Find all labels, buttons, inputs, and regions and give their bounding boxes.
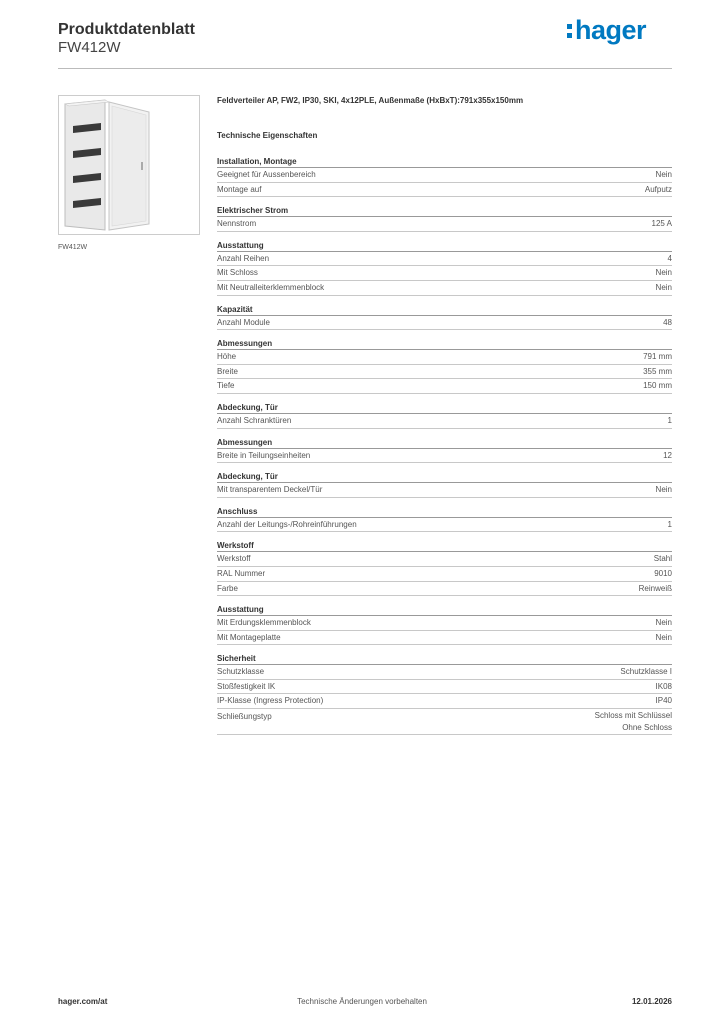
image-caption: FW412W (58, 244, 88, 251)
spec-section (217, 437, 672, 464)
spec-section (217, 240, 672, 296)
spec-row (217, 616, 672, 631)
section-title: Abmessungen (217, 437, 672, 449)
spec-row (217, 365, 672, 380)
spec-value: IK08 (655, 681, 672, 691)
product-image (58, 95, 200, 235)
spec-value: 1 (667, 415, 672, 425)
spec-value: 355 mm (643, 366, 672, 376)
spec-section (217, 402, 672, 429)
section-title: Anschluss (217, 506, 672, 518)
spec-label: Mit Erdungsklemmenblock (217, 618, 311, 628)
spec-label: Nennstrom (217, 219, 257, 229)
spec-section (217, 604, 672, 645)
spec-row (217, 582, 672, 597)
section-title: Abmessungen (217, 338, 672, 350)
spec-value: Nein (655, 632, 672, 642)
section-title: Sicherheit (217, 653, 672, 665)
spec-row (217, 183, 672, 198)
spec-label: Farbe (217, 583, 238, 593)
spec-value (595, 710, 672, 734)
brand-name: hager (575, 15, 647, 45)
section-title: Ausstattung (217, 240, 672, 252)
footer-date: 12.01.2026 (631, 997, 672, 1006)
spec-row (217, 266, 672, 281)
spec-value: 150 mm (643, 381, 672, 391)
spec-value: 1 (667, 519, 672, 529)
section-title: Elektrischer Strom (217, 205, 672, 217)
spec-section (217, 338, 672, 394)
spec-label: Breite (217, 366, 238, 376)
spec-value: Nein (655, 485, 672, 495)
spec-row (217, 281, 672, 296)
brand-logo (567, 15, 646, 46)
spec-row (217, 217, 672, 232)
spec-row (217, 665, 672, 680)
spec-label: Mit Montageplatte (217, 632, 281, 642)
page-title: Produktdatenblatt (58, 21, 195, 38)
spec-label: Schließungstyp (217, 712, 272, 722)
spec-section (217, 304, 672, 331)
spec-value: IP40 (655, 696, 672, 706)
spec-value: Schutzklasse I (620, 667, 672, 677)
spec-label: RAL Nummer (217, 568, 266, 578)
header-divider (58, 68, 672, 69)
section-title: Abdeckung, Tür (217, 402, 672, 414)
distribution-cabinet-icon (59, 96, 199, 234)
spec-value: Nein (655, 282, 672, 292)
spec-value: Aufputz (644, 184, 672, 194)
spec-label: Geeignet für Aussenbereich (217, 170, 316, 179)
footer-website[interactable]: hager.com/at (58, 997, 108, 1006)
spec-label: Anzahl Module (217, 317, 270, 327)
spec-value: Stahl (653, 554, 672, 564)
spec-row (217, 567, 672, 582)
spec-value: 9010 (654, 568, 672, 578)
section-title: Abdeckung, Tür (217, 471, 672, 483)
spec-label: Schutzklasse (217, 667, 265, 677)
spec-value: Nein (655, 618, 672, 628)
tech-heading: Technische Eigenschaften (217, 131, 318, 140)
product-description: Feldverteiler AP, FW2, IP30, SKI, 4x12PLE, Außenmaße (HxBxT):791x355x150mm (217, 96, 524, 105)
spec-label: Montage auf (217, 184, 262, 194)
section-title: Installation, Montage (217, 156, 672, 168)
spec-value: Reinweiß (638, 583, 672, 593)
spec-value-line: Schloss mit Schlüssel (594, 711, 672, 721)
spec-row (217, 414, 672, 429)
spec-section (217, 540, 672, 596)
spec-row (217, 379, 672, 394)
spec-label: Stoßfestigkeit IK (217, 681, 276, 691)
spec-value: 125 A (651, 219, 672, 229)
spec-row (217, 518, 672, 533)
spec-label: Mit Schloss (217, 268, 258, 278)
spec-row (217, 631, 672, 646)
spec-row (217, 252, 672, 267)
spec-label: Höhe (217, 352, 237, 362)
section-title: Werkstoff (217, 540, 672, 552)
spec-section (217, 653, 672, 735)
spec-section (217, 205, 672, 232)
footer-notice: Technische Änderungen vorbehalten (297, 997, 427, 1006)
spec-label: Anzahl der Leitungs-/Rohreinführungen (217, 519, 357, 529)
spec-table (217, 130, 672, 735)
spec-label: Breite in Teilungseinheiten (217, 450, 311, 460)
spec-row (217, 350, 672, 365)
spec-section (217, 156, 672, 197)
spec-label: Anzahl Schranktüren (217, 415, 292, 425)
product-code: FW412W (58, 39, 121, 56)
spec-row (217, 168, 672, 183)
spec-value: 48 (663, 317, 672, 327)
spec-label: Anzahl Reihen (217, 253, 270, 263)
spec-label: Werkstoff (217, 554, 251, 564)
logo-dots-icon (567, 24, 572, 38)
spec-section (217, 506, 672, 533)
spec-row (217, 483, 672, 498)
spec-label: Mit Neutralleiterklemmenblock (217, 282, 325, 292)
spec-value: Nein (655, 268, 672, 278)
spec-row (217, 449, 672, 464)
spec-value: 791 mm (643, 352, 672, 362)
section-title: Kapazität (217, 304, 672, 316)
section-title: Ausstattung (217, 604, 672, 616)
spec-value-line: Ohne Schloss (622, 723, 672, 733)
spec-value: 12 (663, 450, 672, 460)
spec-row (217, 552, 672, 567)
spec-row (217, 680, 672, 695)
spec-label: Mit transparentem Deckel/Tür (217, 485, 323, 495)
spec-value: Nein (655, 170, 672, 179)
spec-label: Tiefe (217, 381, 235, 391)
spec-section (217, 471, 672, 498)
spec-row (217, 709, 672, 735)
spec-row (217, 316, 672, 331)
spec-value: 4 (667, 253, 672, 263)
spec-label: IP-Klasse (Ingress Protection) (217, 696, 324, 706)
spec-row (217, 694, 672, 709)
